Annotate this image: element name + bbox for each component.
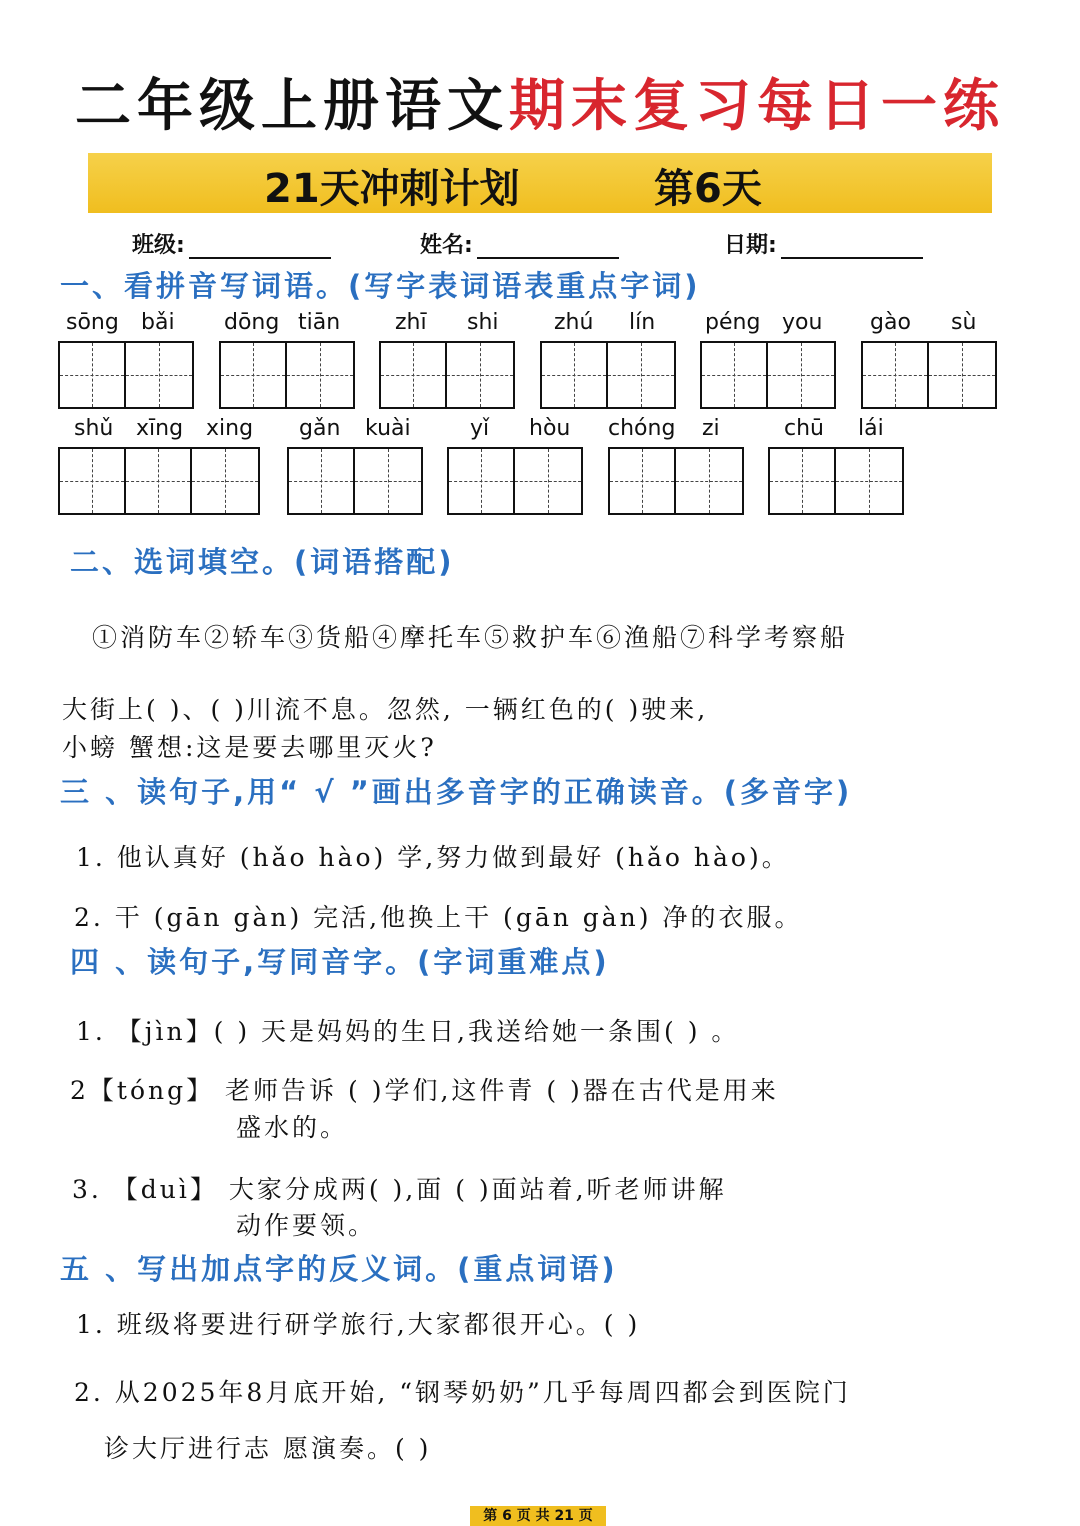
- pinyin: bǎi: [141, 310, 175, 335]
- writing-grid[interactable]: [379, 341, 515, 409]
- polyphone-line: 2. 干 (gān gàn) 完活,他换上干 (gān gàn) 净的衣服。: [74, 903, 803, 932]
- plan-banner: [88, 153, 992, 213]
- name-blank[interactable]: [477, 235, 619, 259]
- homophone-line-cont: 动作要领。: [236, 1211, 377, 1240]
- writing-grid[interactable]: [58, 341, 194, 409]
- pinyin: xīng: [136, 416, 184, 441]
- class-field: [132, 228, 331, 259]
- pinyin: dōng: [224, 310, 280, 335]
- pinyin: kuài: [365, 416, 411, 441]
- pinyin: zi: [702, 416, 720, 441]
- writing-grid[interactable]: [700, 341, 836, 409]
- antonym-line: 2. 从2025年8月底开始, “钢琴奶奶”几乎每周四都会到医院门: [74, 1378, 851, 1407]
- pinyin: chóng: [608, 416, 676, 441]
- writing-grid[interactable]: [861, 341, 997, 409]
- date-blank[interactable]: [781, 235, 923, 259]
- pinyin: sù: [951, 310, 977, 335]
- pinyin: shǔ: [74, 416, 114, 441]
- day-label: 第6天: [654, 166, 762, 212]
- antonym-line: 1. 班级将要进行研学旅行,大家都很开心。( ): [76, 1310, 641, 1339]
- writing-grid[interactable]: [219, 341, 355, 409]
- pinyin: zhú: [554, 310, 594, 335]
- section-4-heading: 四 、读句子,写同音字。(字词重难点): [70, 945, 610, 979]
- pinyin: gǎn: [299, 416, 341, 441]
- writing-grid[interactable]: [58, 447, 260, 515]
- writing-grid[interactable]: [447, 447, 583, 515]
- pinyin: chū: [784, 416, 824, 441]
- section-3-heading: 三 、读句子,用“ √ ”画出多音字的正确读音。(多音字): [60, 775, 853, 809]
- pinyin: gào: [870, 310, 911, 335]
- pinyin: zhī: [395, 310, 427, 335]
- antonym-line-cont: 诊大厅进行志 愿演奏。( ): [104, 1434, 432, 1463]
- polyphone-line: 1. 他认真好 (hǎo hào) 学,努力做到最好 (hǎo hào)。: [76, 843, 790, 872]
- pinyin: lín: [629, 310, 656, 335]
- page-number: 第 6 页 共 21 页: [470, 1506, 606, 1526]
- plan-label: 21天冲刺计划: [264, 166, 520, 212]
- name-label: 姓名:: [420, 233, 473, 258]
- writing-grid[interactable]: [540, 341, 676, 409]
- pinyin: yǐ: [470, 416, 490, 441]
- section-2-heading: 二、选词填空。(词语搭配): [70, 545, 455, 579]
- section-1-heading: 一、看拼音写词语。(写字表词语表重点字词): [60, 269, 701, 303]
- pinyin: xing: [206, 416, 254, 441]
- pinyin: tiān: [298, 310, 341, 335]
- date-field: [724, 228, 923, 259]
- word-options: ①消防车②轿车③货船④摩托车⑤救护车⑥渔船⑦科学考察船: [92, 623, 849, 652]
- pinyin: hòu: [529, 416, 571, 441]
- homophone-line: 3. 【duì】 大家分成两( ),面 ( )面站着,听老师讲解: [72, 1175, 727, 1204]
- title-part2: 期末复习每日一练: [509, 74, 1005, 139]
- fill-sentence: 大街上( )、( )川流不息。忽然, 一辆红色的( )驶来,: [62, 695, 709, 724]
- date-label: 日期:: [724, 233, 777, 258]
- homophone-line-cont: 盛水的。: [236, 1113, 349, 1142]
- writing-grid[interactable]: [768, 447, 904, 515]
- page-title: [0, 62, 1080, 142]
- writing-grid[interactable]: [608, 447, 744, 515]
- writing-grid[interactable]: [287, 447, 423, 515]
- title-part1: 二年级上册语文: [75, 74, 509, 139]
- homophone-line: 1. 【jìn】( ) 天是妈妈的生日,我送给她一条围( ) 。: [76, 1017, 740, 1046]
- pinyin: sōng: [66, 310, 119, 335]
- fill-sentence-cont: 小螃 蟹想:这是要去哪里灭火?: [62, 733, 437, 762]
- pinyin: you: [782, 310, 823, 335]
- pinyin: péng: [705, 310, 761, 335]
- class-blank[interactable]: [189, 235, 331, 259]
- class-label: 班级:: [132, 233, 185, 258]
- pinyin: shi: [467, 310, 499, 335]
- pinyin: lái: [858, 416, 884, 441]
- homophone-line: 2【tóng】 老师告诉 ( )学们,这件青 ( )器在古代是用来: [70, 1076, 779, 1105]
- name-field: [420, 228, 619, 259]
- section-5-heading: 五 、写出加点字的反义词。(重点词语): [60, 1252, 618, 1286]
